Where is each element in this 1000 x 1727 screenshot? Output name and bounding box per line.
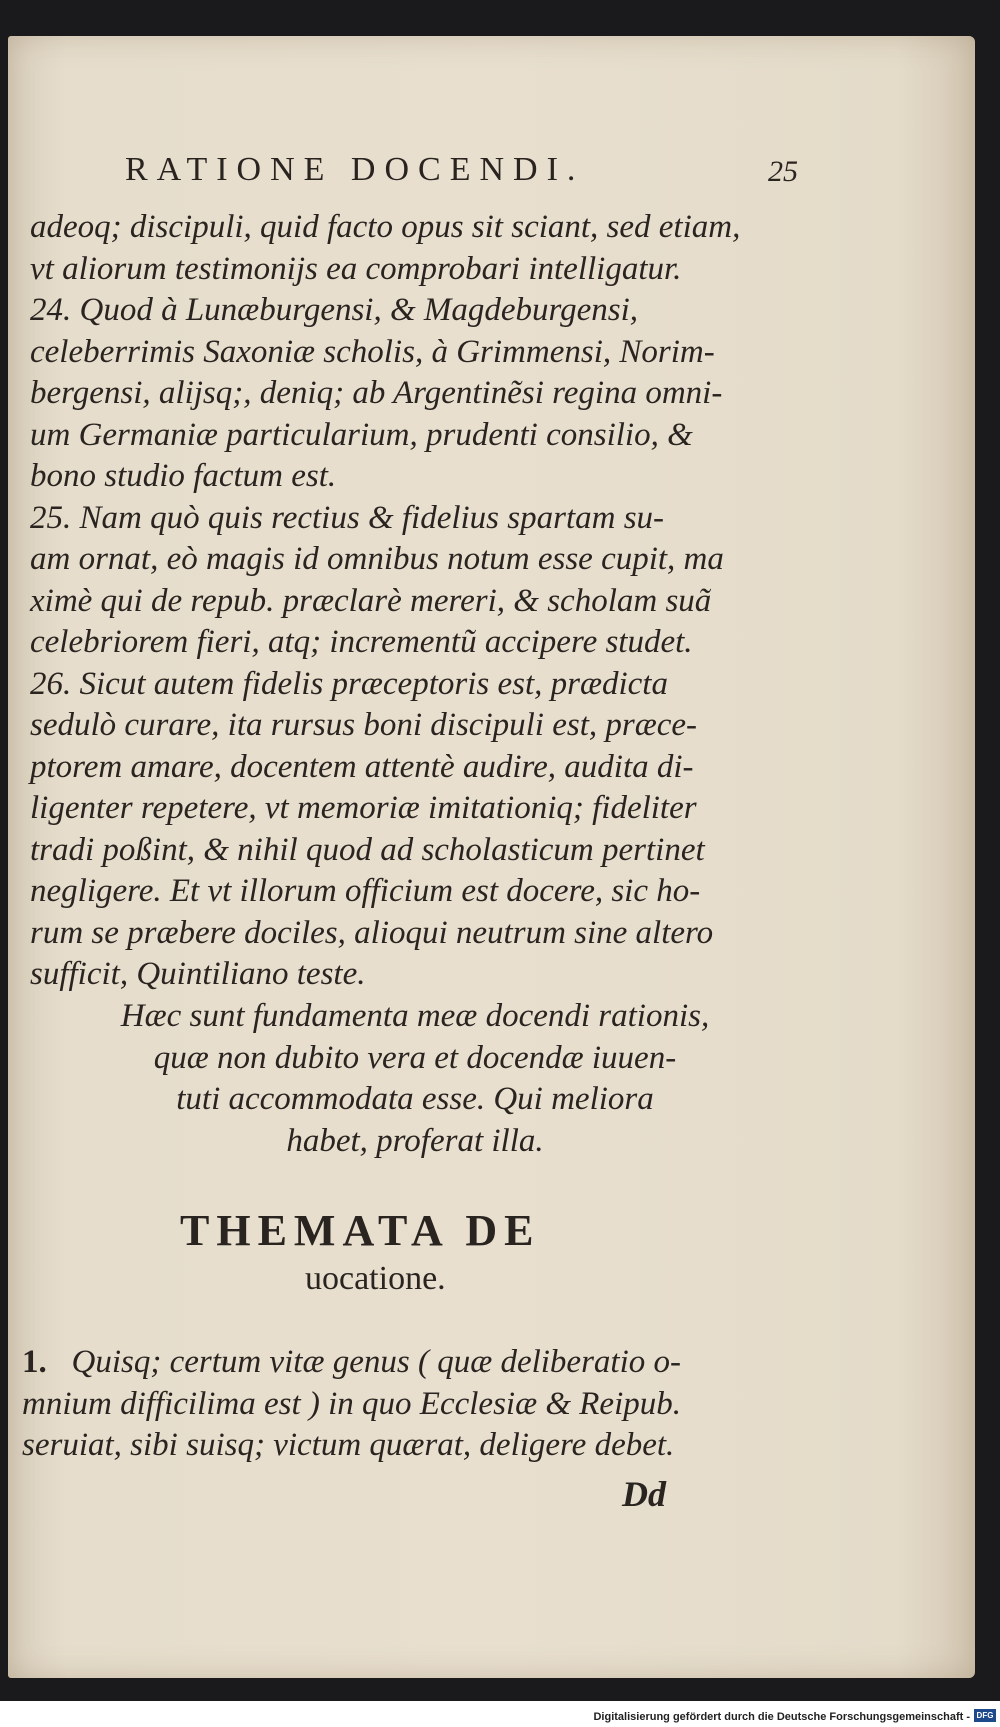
funding-credit: Digitalisierung gefördert durch die Deutsche Forschungsgemeinschaft - [593, 1711, 970, 1723]
thema-line [22, 1340, 802, 1382]
thema-text: Quisq; certum vitæ genus ( quæ deliberatio o- [71, 1344, 682, 1380]
text-line: 26. Sicut autem fidelis præceptoris est, prædicta [30, 665, 668, 702]
digitization-footer [0, 1701, 1000, 1727]
conclusion-line: habet, proferat illa. [286, 1122, 544, 1159]
conclusion-line: tuti accommodata esse. Qui meliora [176, 1081, 654, 1117]
text-line: 25. Nam quò quis rectius & fidelius spartam su- [30, 499, 665, 536]
running-head: RATIONE DOCENDI. [125, 151, 585, 188]
text-line: adeoq; discipuli, quid facto opus sit sciant, sed etiam, [30, 209, 741, 245]
dfg-logo-icon: DFG [974, 1709, 996, 1722]
text-line: vt aliorum testimonijs ea comprobari intelligatur. [30, 250, 682, 287]
text-line: celebriorem fieri, atq; incrementũ accipere studet. [30, 624, 693, 660]
text-line: ptorem amare, docentem attentè audire, audita di- [30, 748, 694, 785]
text-line: ximè qui de repub. præclarè mereri, & scholam suã [30, 582, 712, 619]
text-line: rum se præbere dociles, alioqui neutrum sine altero [30, 914, 714, 951]
conclusion-line: quæ non dubito vera et docendæ iuuen- [153, 1039, 677, 1076]
text-line: am ornat, eò magis id omnibus notum esse cupit, ma [30, 541, 724, 577]
text-line: bergensi, alijsq;, deniq; ab Argentinẽsi regina omni- [30, 375, 723, 411]
text-line: um Germaniæ particularium, prudenti consilio, & [30, 416, 693, 453]
text-line: bono studio factum est. [30, 458, 337, 494]
text-line: 24. Quod à Lunæburgensi, & Magdeburgensi, [30, 292, 639, 328]
page-number: 25 [768, 155, 798, 188]
thema-item-1 [22, 1340, 802, 1465]
conclusion-line: Hæc sunt fundamenta meæ docendi rationis, [120, 998, 710, 1034]
text-line: sufficit, Quintiliano teste. [30, 956, 366, 992]
main-text-block [30, 207, 800, 996]
thema-number: 1. [22, 1344, 47, 1380]
catchword: Dd [622, 1474, 666, 1514]
text-line: sedulò curare, ita rursus boni discipuli est, præce- [30, 707, 697, 743]
page-header [0, 150, 1000, 190]
text-line: negligere. Et vt illorum officium est docere, sic ho- [30, 873, 701, 909]
text-line: tradi poßint, & nihil quod ad scholasticum pertinet [30, 831, 705, 868]
conclusion-paragraph [30, 996, 800, 1162]
thema-line: mnium difficilima est ) in quo Ecclesiæ & Reipub. [22, 1385, 681, 1422]
text-line: ligenter repetere, vt memoriæ imitationiq; fideliter [30, 790, 697, 826]
section-title: THEMATA DE [180, 1206, 541, 1255]
text-line: celeberrimis Saxoniæ scholis, à Grimmensi, Norim- [30, 333, 715, 370]
thema-line: seruiat, sibi suisq; victum quærat, deligere debet. [22, 1427, 675, 1463]
section-subtitle: uocatione. [305, 1260, 446, 1297]
